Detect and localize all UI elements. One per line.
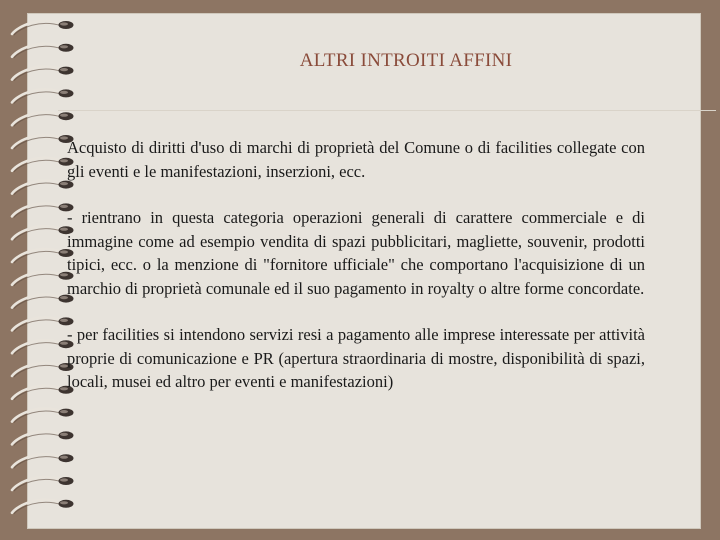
spiral-ring: [12, 500, 74, 514]
spiral-ring: [12, 21, 74, 35]
spiral-ring: [12, 295, 74, 309]
spiral-ring: [12, 158, 74, 172]
spiral-ring: [12, 340, 74, 354]
spiral-ring: [12, 477, 74, 491]
spiral-ring: [12, 249, 74, 263]
spiral-ring: [12, 317, 74, 331]
slide-title: ALTRI INTROITI AFFINI: [299, 50, 513, 71]
spiral-ring: [12, 203, 74, 217]
spiral-ring: [12, 409, 74, 423]
spiral-ring: [12, 135, 74, 149]
paragraph-intro: Acquisto di diritti d'uso di marchi di proprietà del Comune o di facilities collegate con gli eventi e le manifestazioni, inserzioni, ecc.: [67, 138, 645, 181]
title-divider: [58, 110, 716, 111]
paragraph-facilities: - per facilities si intendono servizi resi a pagamento alle imprese interessate per attività proprie di comunicazione e PR (apertura straordinaria di mostre, disponibilità di spazi, locali, musei ed altro per eventi e manifestazioni): [67, 325, 645, 391]
spiral-ring: [12, 454, 74, 468]
spiral-ring: [12, 272, 74, 286]
paragraph-categories: - rientrano in questa categoria operazioni generali di carattere commerciale e di immagine come ad esempio vendita di spazi pubblicitari, magliette, souvenir, prodotti tipici, ecc. o la menzione di "fornitore ufficiale" che comportano l'acquisizione di un marchio di proprietà comunale ed il suo pagamento in royalty o altre forme concordate.: [67, 208, 645, 298]
spiral-ring: [12, 89, 74, 103]
spiral-ring: [12, 226, 74, 240]
slide-body: [67, 136, 645, 417]
spiral-ring: [12, 363, 74, 377]
spiral-ring: [12, 431, 74, 445]
spiral-ring: [12, 181, 74, 195]
spiral-ring: [12, 112, 74, 126]
spiral-ring: [12, 386, 74, 400]
